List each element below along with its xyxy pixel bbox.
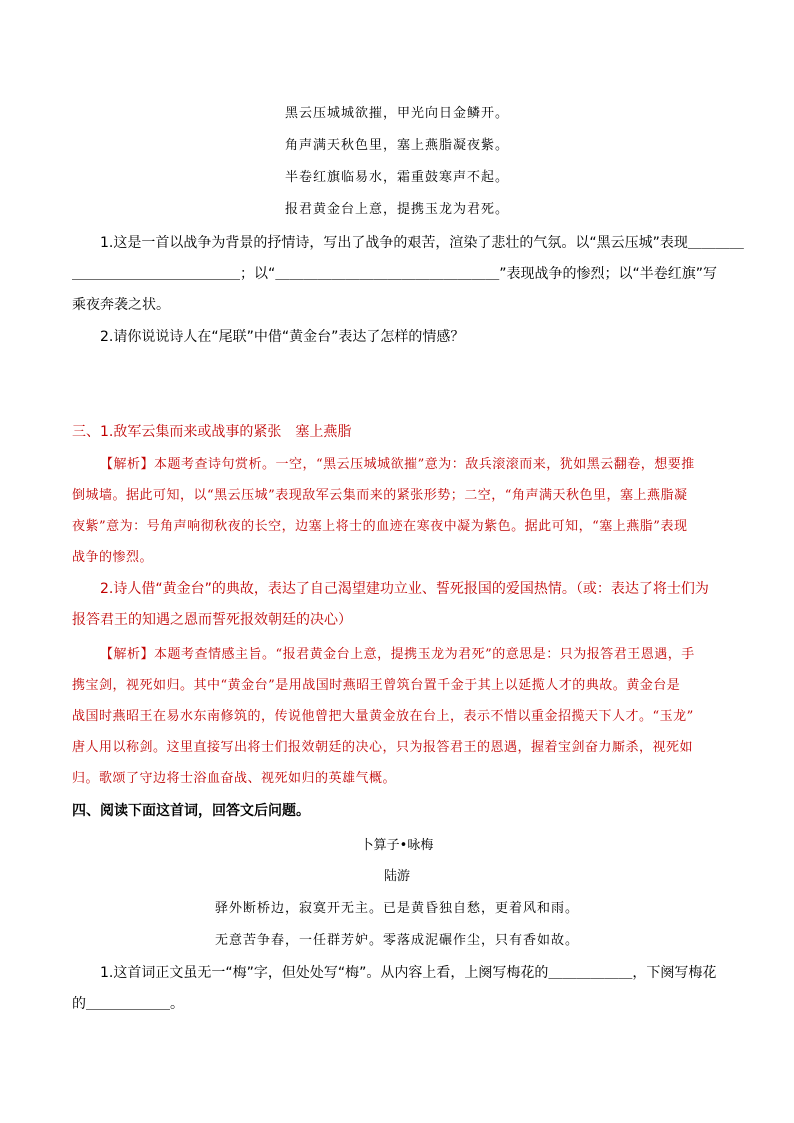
analysis-tag: 【解析】 (100, 457, 155, 472)
poem-line-3: 半卷红旗临易水，霜重鼓寒声不起。 (284, 170, 509, 185)
ci-title: 卜算子•咏梅 (360, 838, 434, 853)
question-1-line-1: 1.这是一首以战争为背景的抒情诗，写出了战争的艰苦，渲染了悲壮的气氛。以“黑云压城”表现＿＿＿＿ (100, 235, 744, 251)
analysis-2-text: 本题考查情感主旨。“报君黄金台上意，提携玉龙为君死”的意思是：只为报答君王恩遇，手 (154, 647, 695, 662)
analysis-2-line-5: 归。歌颂了守边将士浴血奋战、视死如归的英雄气概。 (72, 771, 397, 786)
analysis-2-line-1 (100, 643, 695, 662)
ci-line-1: 驿外断桥边，寂寞开无主。已是黄昏独自愁，更着风和雨。 (214, 901, 579, 916)
answer-3-heading: 三、1.敌军云集而来或战事的紧张 塞上燕脂 (72, 424, 352, 440)
analysis-1-line-3: 夜紫”意为：号角声响彻秋夜的长空，边塞上将士的血迹在寒夜中凝为紫色。据此可知，“塞上燕脂”表现 (72, 519, 688, 534)
section-4-question-1-line-2: 的＿＿＿＿＿＿。 (72, 996, 184, 1012)
analysis-2-line-4: 唐人用以称剑。这里直接写出将士们报效朝廷的决心，只为报答君王的恩遇，握着宝剑奋力厮杀，视死如 (72, 740, 694, 755)
answer-3-2-line-2: 报答君王的知遇之恩而誓死报效朝廷的决心） (72, 612, 352, 628)
section-4-heading: 四、阅读下面这首词，回答文后问题。 (72, 803, 310, 819)
analysis-2-line-2: 携宝剑，视死如归。其中“黄金台”是用战国时燕昭王曾筑台置千金于其上以延揽人才的典故。黄金台是 (72, 678, 681, 693)
analysis-1-line-4: 战争的惨烈。 (72, 550, 154, 565)
analysis-1-line-1 (100, 453, 695, 472)
poem-line-1: 黑云压城城欲摧，甲光向日金鳞开。 (284, 106, 509, 121)
question-1-line-3: 乘夜奔袭之状。 (72, 297, 170, 313)
ci-line-2: 无意苦争春，一任群芳妒。零落成泥碾作尘，只有香如故。 (214, 933, 579, 948)
analysis-1-text: 本题考查诗句赏析。一空，“黑云压城城欲摧”意为：敌兵滚滚而来，犹如黑云翻卷，想要推 (154, 457, 695, 472)
section-4-question-1-line-1: 1.这首词正文虽无一“梅”字，但处处写“梅”。从内容上看，上阕写梅花的＿＿＿＿＿＿，下阕写梅花 (100, 965, 717, 981)
question-1-line-2: ＿＿＿＿＿＿＿＿＿＿＿＿；以“＿＿＿＿＿＿＿＿＿＿＿＿＿＿＿＿”表现战争的惨烈；以“半卷红旗”写 (72, 266, 718, 282)
analysis-1-line-2: 倒城墙。据此可知，以“黑云压城”表现敌军云集而来的紧张形势；二空，“角声满天秋色里，塞上燕脂凝 (72, 488, 688, 503)
ci-author: 陆游 (383, 869, 410, 884)
poem-line-2: 角声满天秋色里，塞上燕脂凝夜紫。 (284, 138, 509, 153)
answer-3-2-line-1: 2.诗人借“黄金台”的典故，表达了自己渴望建功立业、誓死报国的爱国热情。（或：表达了将士们为 (100, 581, 709, 597)
analysis-tag: 【解析】 (100, 647, 155, 662)
question-2: 2.请你说说诗人在“尾联”中借“黄金台”表达了怎样的情感？ (100, 329, 465, 345)
poem-line-4: 报君黄金台上意，提携玉龙为君死。 (284, 202, 509, 217)
analysis-2-line-3: 战国时燕昭王在易水东南修筑的，传说他曾把大量黄金放在台上，表示不惜以重金招揽天下人才。“玉龙” (72, 709, 694, 724)
